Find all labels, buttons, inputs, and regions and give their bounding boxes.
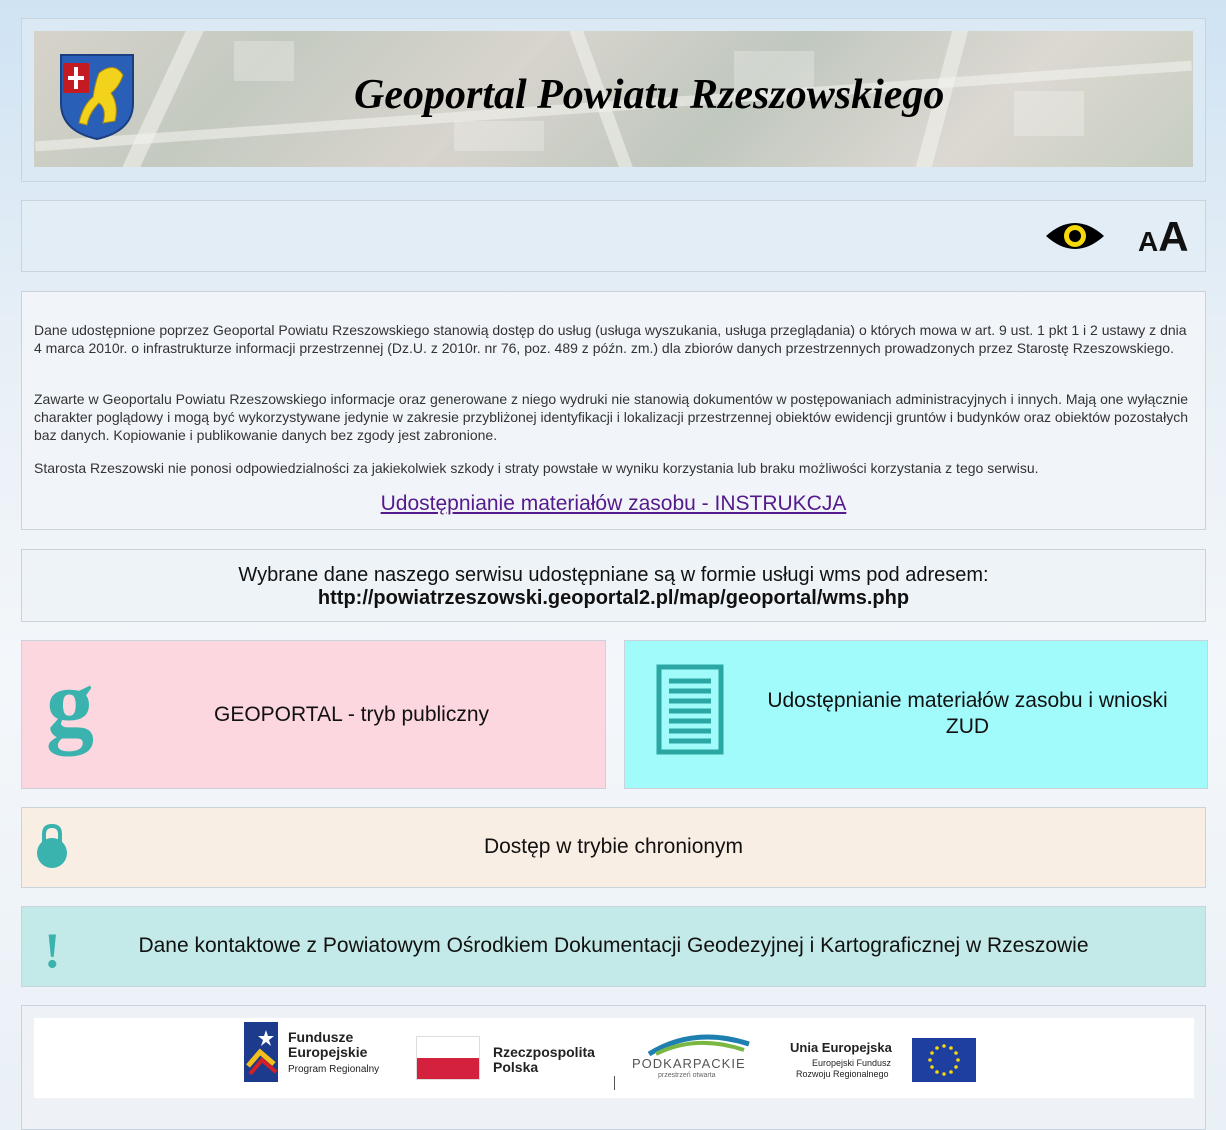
eu-flag-icon — [912, 1038, 976, 1082]
exclamation-icon: ! — [44, 922, 61, 978]
fe-line-3: Program Regionalny — [288, 1064, 380, 1075]
zud-tile[interactable] — [624, 640, 1208, 789]
podkarpackie-icon — [644, 1030, 754, 1056]
aerial-banner — [34, 31, 1193, 167]
font-size-toggle[interactable] — [1138, 213, 1189, 261]
eye-icon[interactable] — [1044, 216, 1106, 256]
wms-url: http://powiatrzeszowski.geoportal2.pl/map/geoportal/wms.php — [317, 587, 910, 609]
ue-line-1: Unia Europejska — [790, 1040, 892, 1055]
contact-tile[interactable] — [21, 906, 1206, 987]
page-title: Geoportal Powiatu Rzeszowskiego — [354, 72, 945, 118]
fe-line-2: Europejskie — [288, 1044, 368, 1060]
fundusze-europejskie-icon — [244, 1022, 278, 1082]
wms-info — [21, 549, 1206, 622]
contact-label: Dane kontaktowe z Powiatowym Ośrodkiem Dokumentacji Geodezyjnej i Kartograficznej w Rzeszowie — [138, 934, 1089, 957]
footer — [21, 1005, 1206, 1130]
font-large-label: A — [1158, 213, 1189, 260]
geoportal-public-tile[interactable] — [21, 640, 606, 789]
secure-access-label: Dostęp w trybie chronionym — [483, 835, 744, 858]
ue-line-3: Rozwoju Regionalnego — [796, 1069, 889, 1079]
notice-paragraph-1: Dane udostępnione poprzez Geoportal Powiatu Rzeszowskiego stanowią dostęp do usług (usługa wyszukania, usługa przeglądania) o których mowa w art. 9 ust. 1 pkt 1 i 2 ustawy z dnia 4 marca 2010r. o infrastrukturze informacji przestrzennej (Dz.U. z 2010r. nr 76, poz. 489 z późn. zm.) dla zbiorów danych przestrzennych prowadzonych przez Starostę Rzeszowskiego. — [34, 322, 1187, 356]
instruction-link[interactable]: Udostępnianie materiałów zasobu - INSTRUKCJA — [380, 492, 847, 515]
podkarpackie-sub: przestrzeń otwarta — [658, 1072, 716, 1079]
notice-paragraph-2: Zawarte w Geoportalu Powiatu Rzeszowskiego informacje oraz generowane z niego wydruki nie stanowią dokumentów w postępowaniach administracyjnych i innych. Mają one wyłącznie charakter poglądowy i mogą być wykorzystywane jedynie w zakresie przybliżonej identyfikacji i lokalizacji przestrzennej obiektów ewidencji gruntów i budynków oraz obiektów pozostałych baz danych. Kopiowanie i publikowanie danych bez zgody jest zabronione. — [34, 391, 1189, 443]
notice-paragraph-3: Starosta Rzeszowski nie ponosi odpowiedzialności za jakiekolwiek szkody i straty powstałe w wyniku korzystania lub braku możliwości korzystania z tego serwisu. — [34, 460, 1039, 476]
podkarpackie-label: PODKARPACKIE — [632, 1056, 746, 1071]
header — [21, 18, 1206, 182]
rp-line-1: Rzeczpospolita — [493, 1044, 595, 1060]
eu-logos-strip — [34, 1018, 1194, 1098]
geoportal-g-icon: g — [46, 649, 94, 756]
wms-description: Wybrane dane naszego serwisu udostępniane są w formie usługi wms pod adresem: — [238, 564, 989, 586]
fe-line-1: Fundusze — [288, 1029, 354, 1045]
polish-flag-icon — [416, 1036, 480, 1080]
ue-line-2: Europejski Fundusz — [812, 1058, 892, 1068]
legal-notice — [21, 291, 1206, 530]
secure-access-tile[interactable] — [21, 807, 1206, 888]
zud-label: Udostępnianie materiałów zasobu i wnioski ZUD — [767, 689, 1168, 738]
accessibility-bar — [21, 200, 1206, 272]
powiat-crest-icon — [59, 53, 135, 141]
document-icon — [656, 664, 724, 755]
rp-line-2: Polska — [493, 1059, 539, 1075]
geoportal-public-label: GEOPORTAL - tryb publiczny — [214, 703, 490, 726]
font-small-label: A — [1138, 226, 1159, 257]
